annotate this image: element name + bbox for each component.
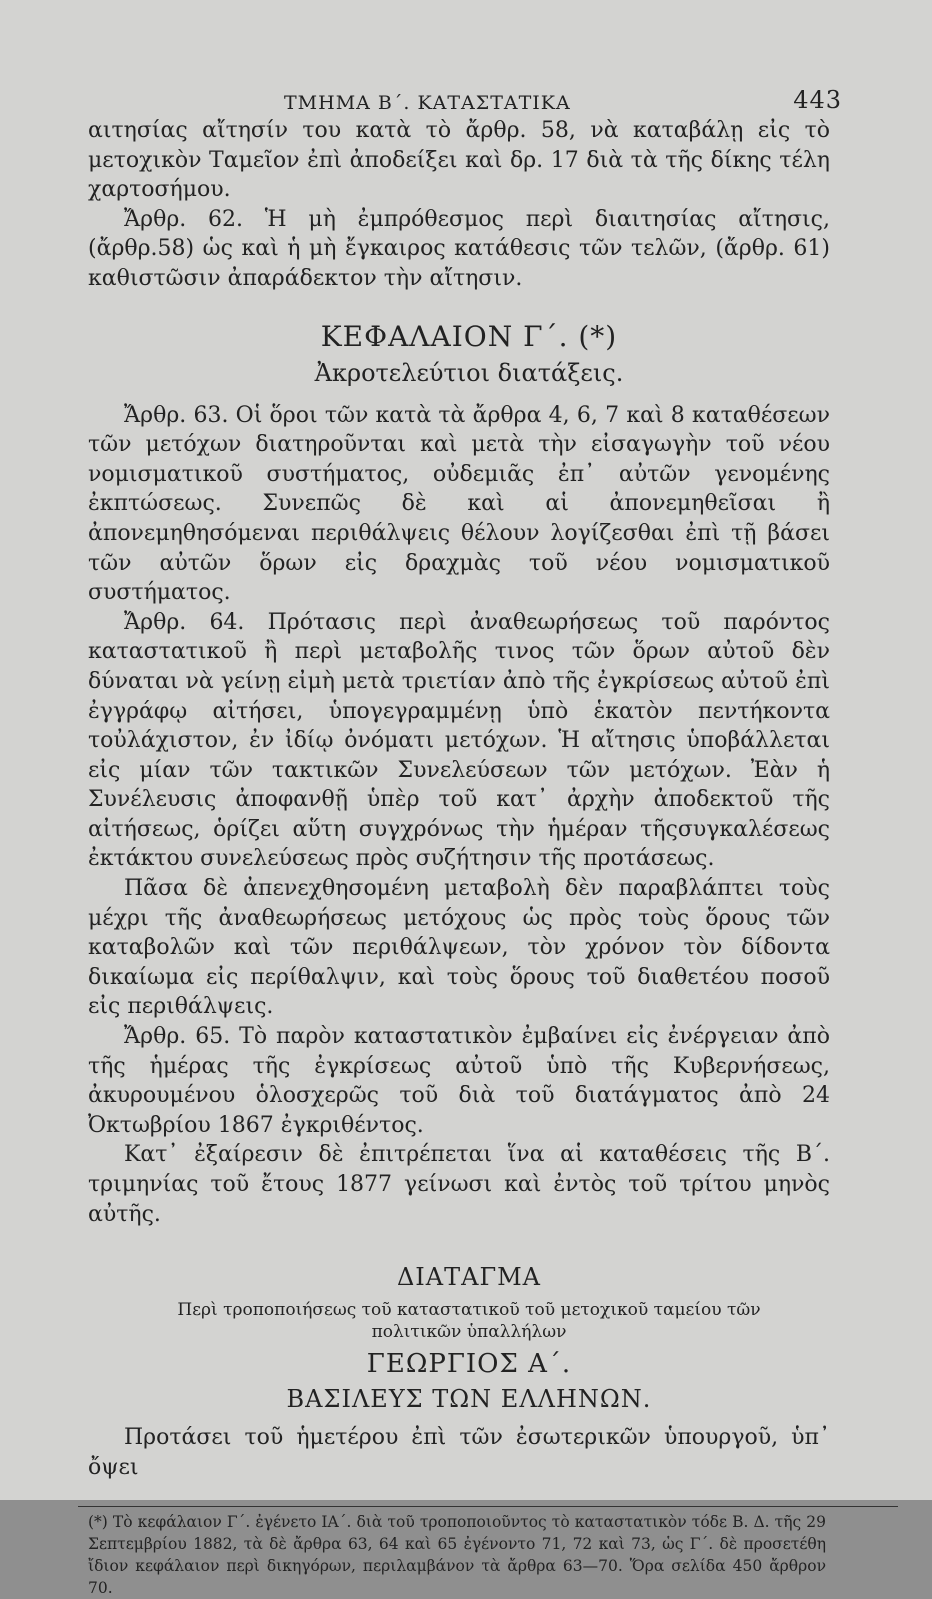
running-title: ΤΜΗΜΑ Β΄. ΚΑΤΑΣΤΑΤΙΚΑ: [284, 92, 571, 114]
page-header: [88, 82, 842, 116]
article-63: Ἄρθρ. 63. Οἱ ὅροι τῶν κατὰ τὰ ἄρθρα 4, 6, 7 καὶ 8 καταθέσεων τῶν μετόχων διατηροῦνται καὶ μετὰ τὴν εἰσαγωγὴν τοῦ νέου νομισματικοῦ συστήματος, οὐδεμιᾶς ἐπ᾽ αὐτῶν γενομένης ἐκπτώσεως. Συνεπῶς δὲ καὶ αἱ ἀπονεμηθεῖσαι ἢ ἀπονεμηθησόμεναι περιθάλψεις θέλουν λογίζεσθαι ἐπὶ τῇ βάσει τῶν αὐτῶν ὅρων εἰς δραχμὰς τοῦ νέου νομισματικοῦ συστήματος.: [88, 402, 830, 606]
article-65-continued: Κατ᾽ ἐξαίρεσιν δὲ ἐπιτρέπεται ἵνα αἱ καταθέσεις τῆς Β΄. τριμηνίας τοῦ ἔτους 1877 γείνωσι καὶ ἐντὸς τοῦ τρίτου μηνὸς αὐτῆς.: [88, 1142, 830, 1227]
decree-subtitle: Περὶ τροποποιήσεως τοῦ καταστατικοῦ τοῦ μετοχικοῦ ταμείου τῶν πολιτικῶν ὑπαλλήλων: [177, 1300, 761, 1343]
article-62: Ἄρθρ. 62. Ἡ μὴ ἐμπρόθεσμος περὶ διαιτησίας αἴτησις, (ἄρθρ.58) ὡς καὶ ἡ μὴ ἔγκαιρος κατάθεσις τῶν τελῶν, (ἄρθρ. 61) καθιστῶσιν ἀπαράδεκτον τὴν αἴτησιν.: [88, 206, 830, 291]
king-name: ΓΕΩΡΓΙΟΣ Α΄.: [366, 1349, 572, 1380]
article-64-continued: Πᾶσα δὲ ἀπενεχθησομένη μεταβολὴ δὲν παραβλάπτει τοὺς μέχρι τῆς ἀναθεωρήσεως μετόχους ὡς πρὸς τοὺς ὅρους τῶν καταβολῶν καὶ τῶν περιθάλψεων, τὸν χρόνον τὸν δίδοντα δικαίωμα εἰς περίθαλψιν, καὶ τοὺς ὅρους τοῦ διαθετέου ποσοῦ εἰς περιθάλψεις.: [88, 876, 830, 1020]
decree-title: ΔΙΑΤΑΓΜΑ: [396, 1263, 542, 1292]
king-title: ΒΑΣΙΛΕΥΣ ΤΩΝ ΕΛΛΗΝΩΝ.: [286, 1385, 652, 1414]
chapter-subtitle: Ἀκροτελεύτιοι διατάξεις.: [314, 358, 624, 387]
chapter-title: ΚΕΦΑΛΑΙΟΝ Γ΄. (*): [320, 319, 618, 353]
article-65: Ἄρθρ. 65. Τὸ παρὸν καταστατικὸν ἐμβαίνει εἰς ἐνέργειαν ἀπὸ τῆς ἡμέρας τῆς ἐγκρίσεως αὐτοῦ ὑπὸ τῆς Κυβερνήσεως, ἀκυρουμένου ὁλοσχερῶς τοῦ διὰ τοῦ διατάγματος ἀπὸ 24 Ὀκτωβρίου 1867 ἐγκριθέντος.: [88, 1024, 830, 1138]
intro-paragraph: αιτησίας αἴτησίν του κατὰ τὸ ἄρθρ. 58, νὰ καταβάλῃ εἰς τὸ μετοχικὸν Ταμεῖον ἐπὶ ἀποδείξει καὶ δρ. 17 διὰ τὰ τῆς δίκης τέλη χαρτοσήμου.: [88, 118, 830, 203]
page-number: 443: [793, 86, 842, 114]
decree-opening: Προτάσει τοῦ ἡμετέρου ἐπὶ τῶν ἐσωτερικῶν ὑπουργοῦ, ὑπ᾽ ὄψει: [88, 1425, 830, 1480]
footnote-divider: [78, 1506, 898, 1507]
footnote: (*) Τὸ κεφάλαιον Γ΄. ἐγένετο ΙΑ΄. διὰ τοῦ τροποποιοῦντος τὸ καταστατικὸν τόδε Β. Δ. τῆς 29 Σεπτεμβρίου 1882, τὰ δὲ ἄρθρα 63, 64 καὶ 65 ἐγένοντο 71, 72 καὶ 73, ὡς Γ΄. δὲ προσετέθη ἴδιον κεφάλαιον περὶ δικηγόρων, περιλαμβάνον τὰ ἄρθρα 63—70. Ὅρα σελίδα 450 ἄρθρον 70.: [88, 1513, 826, 1598]
article-64: Ἄρθρ. 64. Πρότασις περὶ ἀναθεωρήσεως τοῦ παρόντος καταστατικοῦ ἢ περὶ μεταβολῆς τινος τῶν ὅρων αὐτοῦ δὲν δύναται νὰ γείνῃ εἰμὴ μετὰ τριετίαν ἀπὸ τῆς ἐγκρίσεως αὐτοῦ ἐπὶ ἐγγράφῳ αἰτήσει, ὑπογεγραμμένῃ ὑπὸ ἑκατὸν πεντήκοντα τοὐλάχιστον, ἐν ἰδίῳ ὀνόματι μετόχων. Ἡ αἴτησις ὑποβάλλεται εἰς μίαν τῶν τακτικῶν Συνελεύσεων τῶν μετόχων. Ἐὰν ἡ Συνέλευσις ἀποφανθῇ ὑπὲρ τοῦ κατ᾽ ἀρχὴν ἀποδεκτοῦ τῆς αἰτήσεως, ὁρίζει αὕτη συγχρόνως τὴν ἡμέραν τῆςσυγκαλέσεως ἐκτάκτου συνελεύσεως πρὸς συζήτησιν τῆς προτάσεως.: [88, 609, 830, 872]
